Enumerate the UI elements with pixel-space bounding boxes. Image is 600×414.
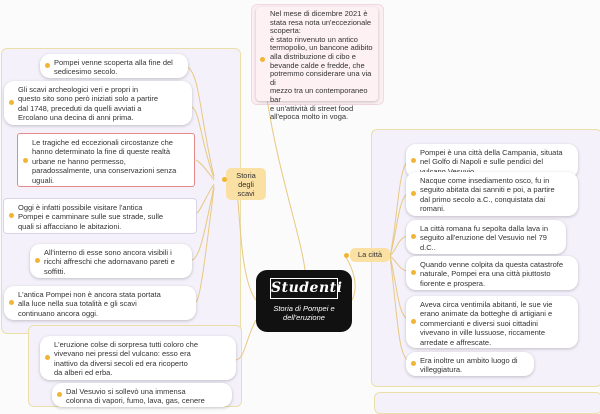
central-title-line: dell'eruzione: [283, 313, 325, 322]
top-note-line: e un'attività di street food: [270, 103, 354, 113]
bullet-dot: [9, 300, 14, 305]
branch-label-line: Storia: [236, 171, 256, 180]
card-line: Pompei venne scoperta alla fine del: [54, 58, 173, 67]
card-line: continuano ancora oggi.: [18, 308, 99, 318]
bullet-dot: [411, 270, 416, 275]
branch-label-line: scavi: [237, 189, 255, 198]
top-note-line: bevande calde e fredde, che: [270, 60, 365, 70]
card-line: Aveva circa ventimila abitanti, le sue vie: [420, 300, 553, 309]
card-line: dal primo secolo a.C., conquistata dai: [420, 194, 546, 204]
top-note-line: alla distribuzione di cibo e: [270, 51, 356, 61]
card-line: Dal Vesuvio si sollevò una immensa: [66, 387, 186, 396]
card-line: Le tragiche ed eccezionali circostanze che: [32, 138, 173, 147]
bullet-dot: [411, 319, 416, 324]
card-line: uguali.: [32, 175, 55, 185]
card-line: Nacque come insediamento osco, fu in: [420, 176, 550, 185]
citta-card-3[interactable]: [406, 220, 566, 254]
bullet-dot: [57, 392, 62, 397]
top-note-line: scoperta:: [270, 26, 301, 36]
bullet-dot: [9, 100, 14, 105]
top-note-line: potremmo considerare una via di: [270, 69, 372, 87]
bullet-dot: [411, 191, 416, 196]
branch-dot-storia: [222, 177, 227, 182]
card-line: Pompei e camminare sulle sue strade, sulle: [18, 212, 164, 222]
top-note-line: Nel mese di dicembre 2021 è: [270, 9, 368, 18]
card-line: alla luce nella sua totalità e gli scavi: [18, 299, 137, 309]
card-line: naturale, Pompei era una città piuttosto: [420, 269, 551, 279]
bullet-dot: [9, 213, 14, 218]
card-line: Quando venne colpita da questa catastrofe: [420, 260, 564, 269]
branch-label-storia[interactable]: [226, 168, 266, 200]
card-line: vivevano in ville lussuose, riccamente: [420, 328, 546, 338]
top-note-line: mezzo tra un contemporaneo bar: [270, 86, 368, 104]
bullet-dot: [45, 355, 50, 360]
citta-card-6[interactable]: [406, 352, 534, 376]
card-line: nel Golfo di Napoli e sulle pendici del: [420, 157, 543, 167]
card-line: hanno determinato la fine di queste realtà: [32, 147, 171, 157]
card-line: arredate e affrescate.: [420, 337, 492, 347]
branch-label-citta[interactable]: [350, 248, 390, 262]
card-line: Ercolano una decina di anni prima.: [18, 113, 134, 123]
central-node[interactable]: [256, 270, 352, 332]
central-title-line: Storia di Pompei e: [273, 304, 335, 313]
card-line: Oggi è infatti possibile visitare l'antica: [18, 203, 143, 212]
storia-card-6[interactable]: [4, 286, 196, 320]
branch-dot-citta: [344, 253, 349, 258]
bullet-dot: [23, 158, 28, 163]
citta-card-4[interactable]: [406, 256, 578, 290]
card-line: romani.: [420, 204, 446, 214]
card-line: questo sito sono però iniziati solo a partire: [18, 94, 159, 104]
card-line: Pompei è una città della Campania, situata: [420, 148, 563, 157]
top-note-line: è stato rinvenuto un antico: [270, 34, 358, 44]
link-storia-card-6: [196, 188, 214, 302]
card-line: Gli scavi archeologici veri e propri in: [18, 85, 139, 94]
top-note-line: termopolio, un bancone adibito: [270, 43, 373, 53]
branch-label-line: degli: [238, 180, 254, 189]
citta-card-2[interactable]: [406, 172, 578, 216]
storia-card-2[interactable]: [4, 81, 192, 125]
bullet-dot: [45, 63, 50, 68]
bullet-dot: [411, 234, 416, 239]
citta-card-5[interactable]: [406, 296, 578, 348]
card-line: L'eruzione colse di sorpresa tutti coloro che: [54, 340, 199, 349]
card-line: d.C..: [420, 242, 436, 252]
bullet-dot: [411, 361, 416, 366]
card-line: erano animate da botteghe di artigiani e: [420, 309, 553, 319]
storia-card-5[interactable]: [30, 244, 192, 278]
storia-card-4[interactable]: [4, 199, 196, 233]
card-line: All'interno di esse sono ancora visibili i: [44, 248, 172, 257]
card-line: soffitti.: [44, 266, 66, 276]
bullet-dot: [411, 158, 416, 163]
card-line: vivevano nei pressi del vulcano: esso era: [54, 349, 191, 359]
branch-label-text: La città: [357, 250, 383, 259]
card-line: commercianti e diversi suoi cittadini: [420, 318, 538, 328]
card-line: La città romana fu sepolta dalla lava in: [420, 224, 548, 233]
storia-card-3[interactable]: [17, 133, 195, 187]
card-line: quali si affacciano le abitazioni.: [18, 221, 122, 231]
card-line: fiorente e prospera.: [420, 278, 486, 288]
card-line: seguito all'eruzione del Vesuvio nel 79: [420, 233, 547, 243]
storia-card-1[interactable]: [40, 54, 188, 78]
eruzione-card-2[interactable]: [52, 383, 232, 407]
link-central-eruzione: [235, 320, 256, 360]
studenti-logo: Studenti: [270, 278, 338, 299]
card-line: da alberi ed erba.: [54, 368, 113, 378]
bullet-dot: [260, 57, 265, 62]
card-line: sedicesimo secolo.: [54, 67, 118, 77]
card-line: ricchi affreschi che adornavano pareti e: [44, 257, 175, 267]
card-line: paradossalmente, una conservazioni senza: [32, 166, 177, 176]
card-line: L'antica Pompei non è ancora stata portata: [18, 290, 161, 299]
card-line: seguito abitata dai sanniti e poi, a partire: [420, 185, 555, 195]
card-line: colonna di vapori, fumo, lava, gas, cenere: [66, 396, 205, 406]
top-note-card[interactable]: [256, 7, 378, 122]
top-note-line: all'epoca molto in voga.: [270, 112, 349, 122]
card-line: villeggiatura.: [420, 365, 463, 375]
card-line: Era inoltre un ambito luogo di: [420, 356, 518, 365]
bullet-dot: [35, 258, 40, 263]
card-line: inattivo da diversi secoli ed era ricoperto: [54, 358, 188, 368]
card-line: urbane ne hanno permesso,: [32, 156, 126, 166]
eruzione-card-1[interactable]: [40, 336, 236, 380]
card-line: dal 1748, preceduti da quelli avviati a: [18, 103, 142, 113]
top-note-line: stata resa nota un'eccezionale: [270, 17, 372, 27]
